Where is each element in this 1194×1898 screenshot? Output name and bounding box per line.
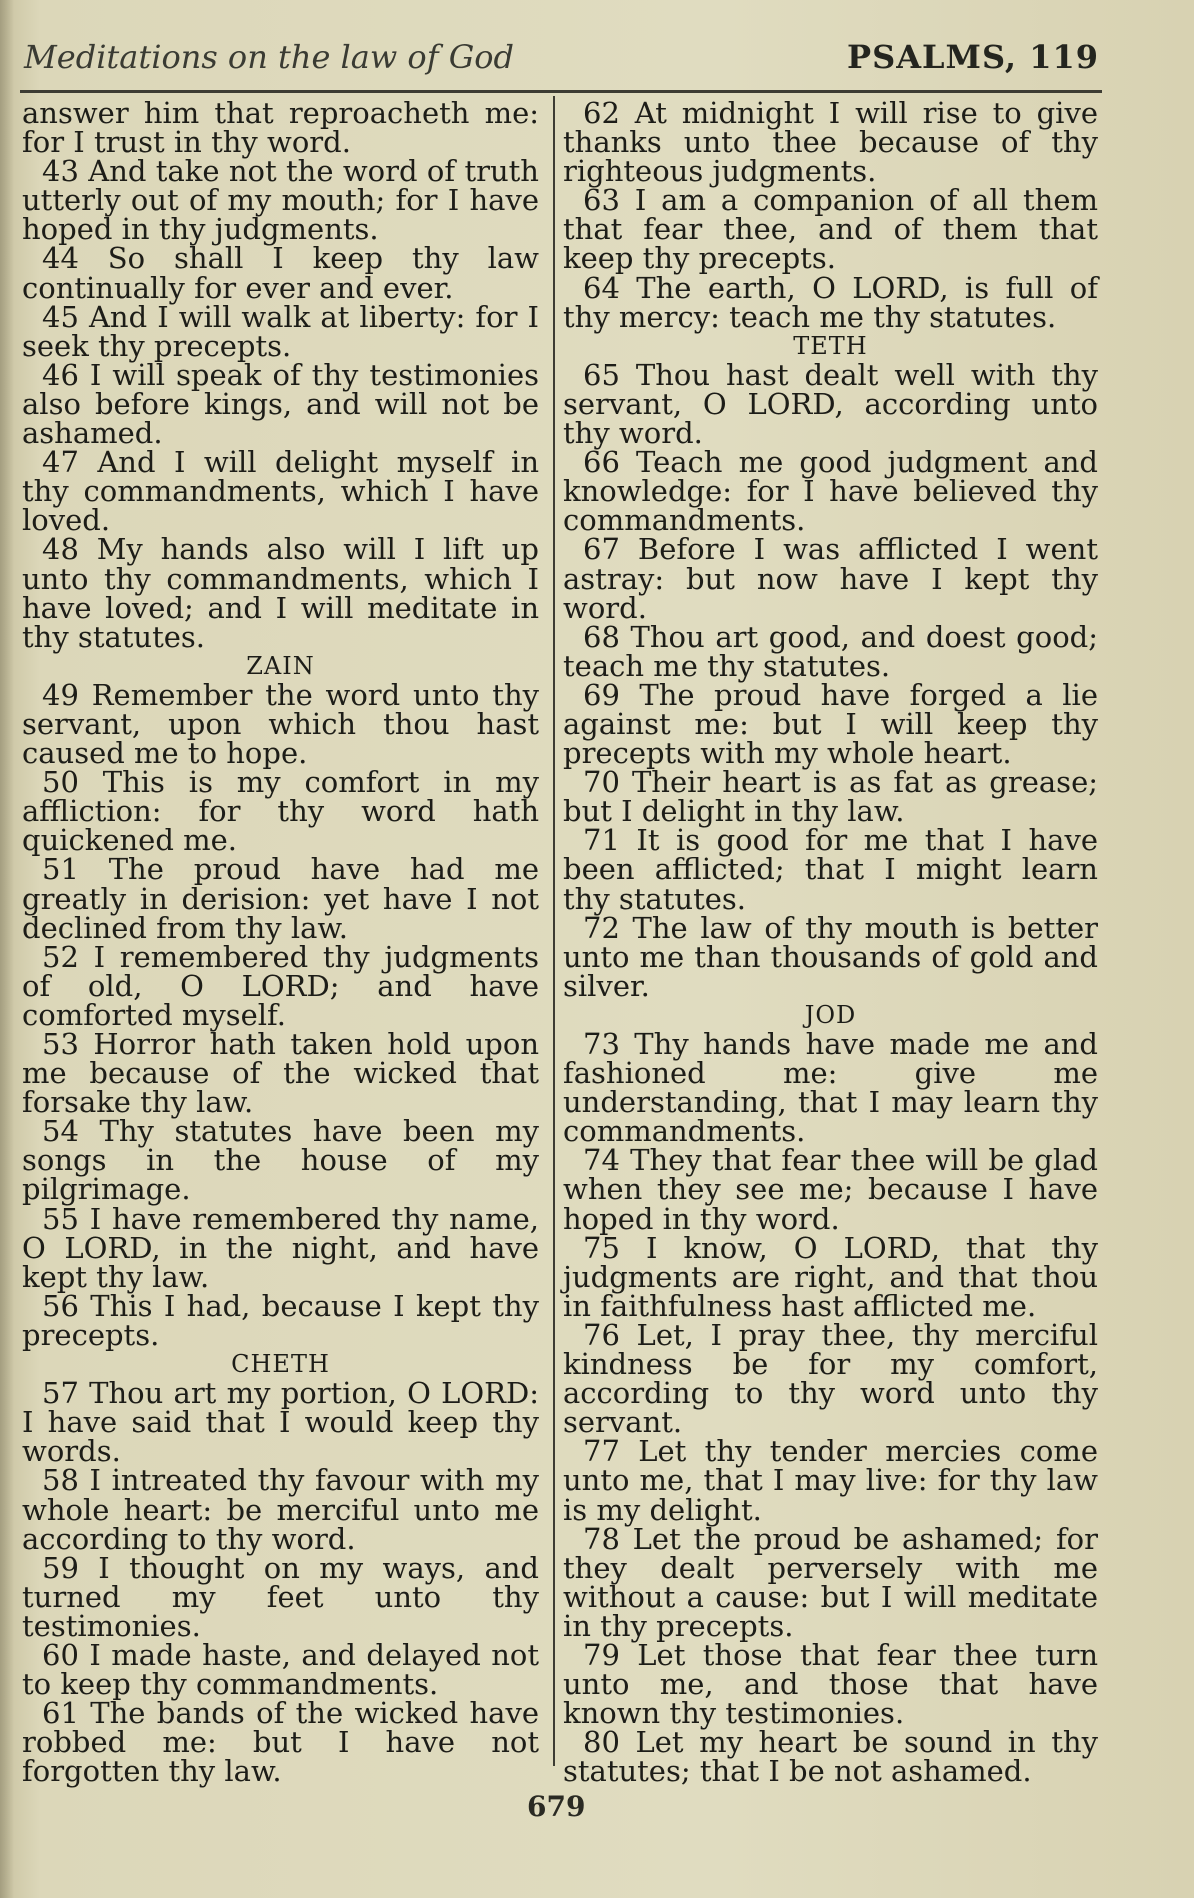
- verse: 75 I know, O LORD, that thy judgments are right, and that thou in faithfulness hast afflicted me.: [563, 1230, 1098, 1323]
- verse: 60 I made haste, and delayed not to keep thy commandments.: [22, 1637, 539, 1702]
- running-head: Meditations on the law of God: [24, 38, 515, 76]
- verse: 56 This I had, because I kept thy precepts.: [22, 1288, 539, 1352]
- book-chapter-title: PSALMS, 119: [847, 38, 1099, 76]
- right-column: [563, 96, 1098, 1789]
- verse: 80 Let my heart be sound in thy statutes; that I be not ashamed.: [563, 1725, 1098, 1789]
- verse: 50 This is my comfort in my affliction: for thy word hath quickened me.: [22, 765, 539, 858]
- verse: 78 Let the proud be ashamed; for they dealt perversely with me without a cause: but I will meditate in thy precepts.: [563, 1521, 1098, 1643]
- verse: 74 They that fear thee will be glad when they see me; because I have hoped in thy word.: [563, 1143, 1098, 1236]
- verse: 64 The earth, O LORD, is full of thy mercy: teach me thy statutes.: [563, 270, 1098, 334]
- section-heading: TETH: [793, 331, 868, 360]
- verse: answer him that reproacheth me: for I trust in thy word.: [22, 96, 539, 160]
- verse: 79 Let those that fear thee turn unto me, and those that have known thy testimonies.: [563, 1637, 1098, 1731]
- verse: 65 Thou hast dealt well with thy servant, O LORD, according unto thy word.: [563, 357, 1098, 451]
- column-divider: [553, 96, 555, 1766]
- page-header: [24, 38, 1099, 88]
- section-heading: ZAIN: [246, 651, 315, 680]
- verse: 51 The proud have had me greatly in derision: yet have I not declined from thy law.: [22, 852, 539, 945]
- page-number: 679: [527, 1790, 586, 1823]
- verse: 59 I thought on my ways, and turned my feet unto thy testimonies.: [22, 1550, 539, 1643]
- verse: 54 Thy statutes have been my songs in the house of my pilgrimage.: [22, 1114, 539, 1207]
- verse: 68 Thou art good, and doest good; teach me thy statutes.: [563, 619, 1098, 683]
- verse: 47 And I will delight myself in thy commandments, which I have loved.: [22, 445, 539, 538]
- verse: 58 I intreated thy favour with my whole heart: be merciful unto me according to thy word.: [22, 1463, 539, 1556]
- verse: 53 Horror hath taken hold upon me because of the wicked that forsake thy law.: [22, 1027, 539, 1120]
- header-rule: [20, 90, 1102, 93]
- left-column: [22, 96, 539, 1789]
- verse: 55 I have remembered thy name, O LORD, in the night, and have kept thy law.: [22, 1201, 539, 1294]
- section-heading: JOD: [804, 1000, 857, 1029]
- verse: 48 My hands also will I lift up unto thy commandments, which I have loved; and I will meditate in thy statutes.: [22, 532, 539, 654]
- verse: 70 Their heart is as fat as grease; but I delight in thy law.: [563, 765, 1098, 829]
- verse: 72 The law of thy mouth is better unto me than thousands of gold and silver.: [563, 910, 1098, 1003]
- section-heading: CHETH: [231, 1350, 330, 1379]
- verse: 66 Teach me good judgment and knowledge: for I have believed thy commandments.: [563, 445, 1098, 538]
- verse: 71 It is good for me that I have been afflicted; that I might learn thy statutes.: [563, 823, 1098, 916]
- verse: 52 I remembered thy judgments of old, O LORD; and have comforted myself.: [22, 939, 539, 1032]
- verse: 77 Let thy tender mercies come unto me, that I may live: for thy law is my delight.: [563, 1434, 1098, 1527]
- verse: 69 The proud have forged a lie against me: but I will keep thy precepts with my whole heart.: [563, 677, 1098, 771]
- verse: 45 And I will walk at liberty: for I seek thy precepts.: [22, 299, 539, 363]
- verse: 43 And take not the word of truth utterly out of my mouth; for I have hoped in thy judgments.: [22, 154, 539, 247]
- verse: 61 The bands of the wicked have robbed me: but I have not forgotten thy law.: [22, 1696, 539, 1789]
- page-gutter-shadow: [0, 0, 14, 1898]
- verse: 67 Before I was afflicted I went astray: but now have I kept thy word.: [563, 532, 1098, 625]
- verse: 62 At midnight I will rise to give thanks unto thee because of thy righteous judgments.: [563, 96, 1098, 189]
- verse: 73 Thy hands have made me and fashioned me: give me understanding, that I may learn thy commandments.: [563, 1027, 1098, 1149]
- verse: 44 So shall I keep thy law continually for ever and ever.: [22, 241, 539, 305]
- verse: 49 Remember the word unto thy servant, upon which thou hast caused me to hope.: [22, 677, 539, 771]
- verse: 76 Let, I pray thee, thy merciful kindness be for my comfort, according to thy word unto thy servant.: [563, 1317, 1098, 1440]
- verse: 63 I am a companion of all them that fear thee, and of them that keep thy precepts.: [563, 183, 1098, 276]
- verse: 57 Thou art my portion, O LORD: I have said that I would keep thy words.: [22, 1376, 539, 1469]
- verse: 46 I will speak of thy testimonies also before kings, and will not be ashamed.: [22, 357, 539, 451]
